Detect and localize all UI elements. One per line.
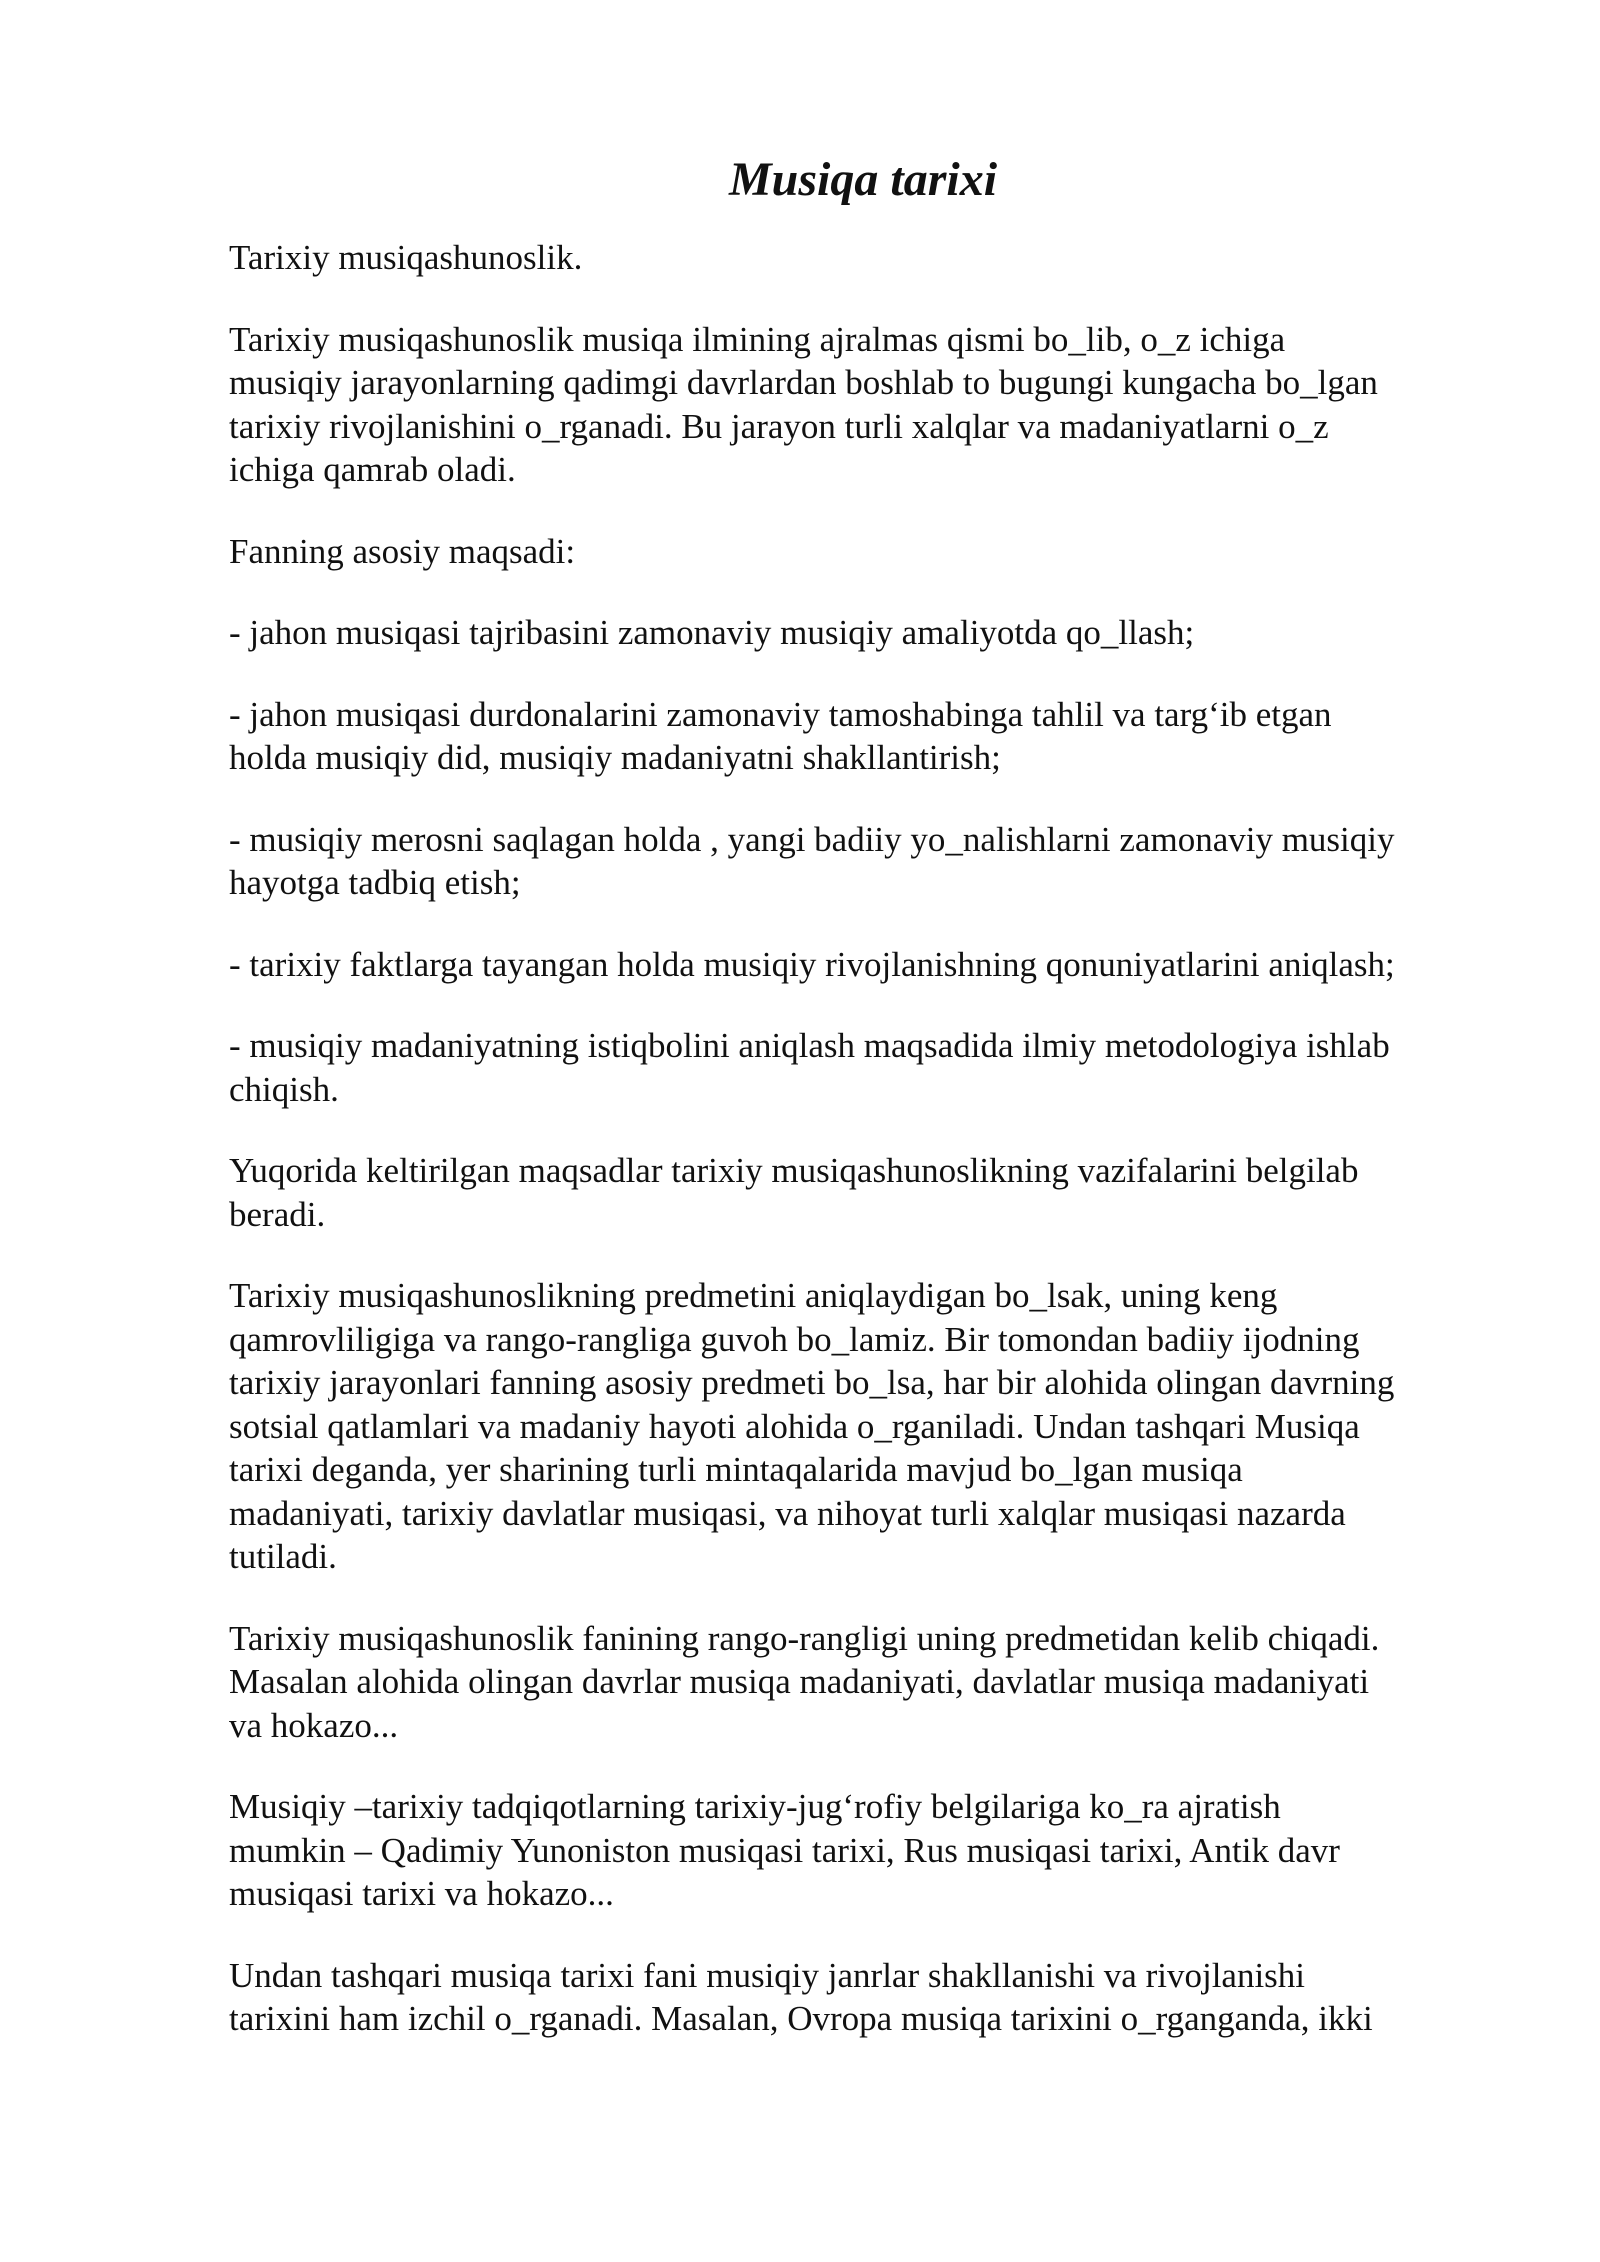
text-line: musiqasi tarixi va hokazo...	[229, 1874, 614, 1913]
text-line: Tarixiy musiqashunoslik.	[229, 238, 583, 277]
text-line: Yuqorida keltirilgan maqsadlar tarixiy musiqashunoslikning vazifalarini belgilab	[229, 1151, 1359, 1190]
text-line: tarixi deganda, yer sharining turli mintaqalarida mavjud bo_lgan musiqa	[229, 1450, 1243, 1489]
text-line: - musiqiy madaniyatning istiqbolini aniqlash maqsadida ilmiy metodologiya ishlab	[229, 1026, 1390, 1065]
text-line: Tarixiy musiqashunoslik musiqa ilmining ajralmas qismi bo_lib, o_z ichiga	[229, 319, 1286, 359]
text-line: holda musiqiy did, musiqiy madaniyatni shakllantirish;	[229, 738, 1001, 777]
document-body	[229, 236, 1491, 2041]
paragraph	[229, 611, 1491, 655]
document-title: Musiqa tarixi	[729, 153, 998, 206]
text-line: madaniyati, tarixiy davlatlar musiqasi, va nihoyat turli xalqlar musiqasi nazarda	[229, 1493, 1346, 1533]
text-line: - jahon musiqasi tajribasini zamonaviy musiqiy amaliyotda qo_llash;	[229, 613, 1195, 652]
paragraph	[229, 318, 1491, 492]
text-line: va hokazo...	[229, 1705, 399, 1745]
paragraph	[229, 1954, 1491, 2041]
text-line: Musiqiy –tarixiy tadqiqotlarning tarixiy-jug‘rofiy belgilariga ko_ra ajratish	[229, 1787, 1281, 1826]
paragraph	[229, 1149, 1491, 1236]
text-line: - jahon musiqasi durdonalarini zamonaviy tamoshabinga tahlil va targ‘ib etgan	[229, 694, 1332, 734]
paragraph	[229, 530, 1491, 574]
paragraph	[229, 1617, 1491, 1748]
paragraph	[229, 818, 1491, 905]
text-line: ichiga qamrab oladi.	[229, 450, 516, 489]
text-line: mumkin – Qadimiy Yunoniston musiqasi tarixi, Rus musiqasi tarixi, Antik davr	[229, 1830, 1340, 1870]
text-line: Masalan alohida olingan davrlar musiqa madaniyati, davlatlar musiqa madaniyati	[229, 1662, 1370, 1701]
text-line: tarixiy rivojlanishini o_rganadi. Bu jarayon turli xalqlar va madaniyatlarni o_z	[229, 406, 1329, 446]
paragraph	[229, 1274, 1491, 1579]
text-line: - tarixiy faktlarga tayangan holda musiqiy rivojlanishning qonuniyatlarini aniqlash;	[229, 944, 1395, 984]
text-line: sotsial qatlamlari va madaniy hayoti alohida o_rganiladi. Undan tashqari Musiqa	[229, 1406, 1360, 1446]
paragraph	[229, 1024, 1491, 1111]
paragraph	[229, 236, 1491, 280]
text-line: qamrovliligiga va rango-rangliga guvoh bo_lamiz. Bir tomondan badiiy ijodning	[229, 1319, 1360, 1359]
document-page	[229, 150, 1491, 2079]
text-line: beradi.	[229, 1194, 326, 1234]
text-line: - musiqiy merosni saqlagan holda , yangi badiiy yo_nalishlarni zamonaviy musiqiy	[229, 819, 1395, 859]
text-line: tutiladi.	[229, 1537, 337, 1576]
text-line: musiqiy jarayonlarning qadimgi davrlardan boshlab to bugungi kungacha bo_lgan	[229, 363, 1378, 402]
text-line: tarixiy jarayonlari fanning asosiy predmeti bo_lsa, har bir alohida olingan davrning	[229, 1363, 1395, 1402]
paragraph	[229, 693, 1491, 780]
text-line: chiqish.	[229, 1069, 339, 1109]
text-line: Tarixiy musiqashunoslikning predmetini aniqlaydigan bo_lsak, uning keng	[229, 1276, 1278, 1315]
text-line: hayotga tadbiq etish;	[229, 863, 521, 902]
paragraph	[229, 943, 1491, 987]
text-line: Tarixiy musiqashunoslik fanining rango-rangligi uning predmetidan kelib chiqadi.	[229, 1618, 1380, 1658]
text-line: Undan tashqari musiqa tarixi fani musiqiy janrlar shakllanishi va rivojlanishi	[229, 1955, 1306, 1995]
text-line: tarixini ham izchil o_rganadi. Masalan, Ovropa musiqa tarixini o_rganganda, ikki	[229, 1999, 1373, 2038]
paragraph	[229, 1785, 1491, 1916]
text-line: Fanning asosiy maqsadi:	[229, 531, 576, 571]
